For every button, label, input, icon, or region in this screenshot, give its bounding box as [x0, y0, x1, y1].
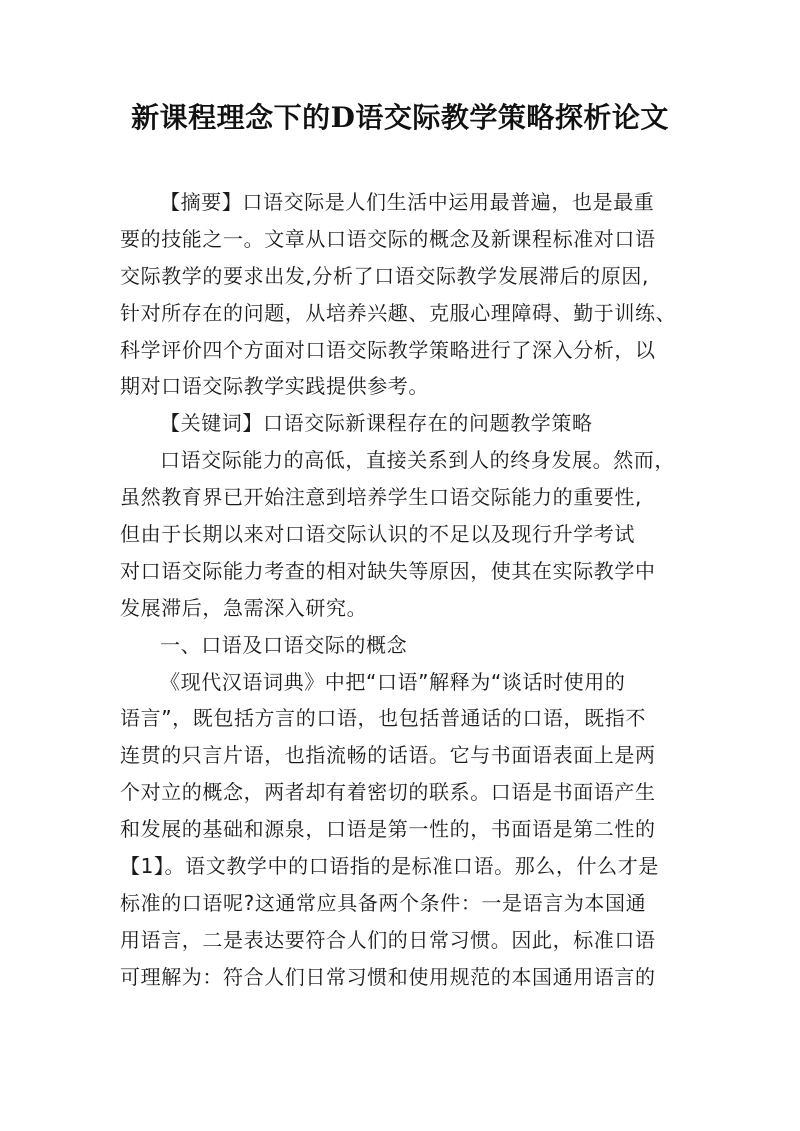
- paragraph-concept-line: 标准的口语呢?这通常应具备两个条件：一是语言为本国通: [120, 890, 647, 915]
- paragraph-abstract-line: 期对口语交际教学实践提供参考。: [120, 374, 429, 399]
- paragraph-concept-line: 个对立的概念，两者却有着密切的联系。口语是书面语产生: [120, 780, 656, 805]
- paragraph-concept-line: 【1】。语文教学中的口语指的是标准口语。那么，什么才是: [120, 854, 659, 879]
- document-title: 新课程理念下的D语交际教学策略探析论文: [131, 101, 669, 134]
- paragraph-concept-line: 用语言，二是表达要符合人们的日常习惯。因此，标准口语: [120, 927, 656, 952]
- section-heading: 一、口语及口语交际的概念: [160, 632, 408, 657]
- paragraph-intro-line: 对口语交际能力考查的相对缺失等原因，使其在实际教学中: [120, 558, 656, 583]
- keywords-line: 【关键词】口语交际新课程存在的问题教学策略: [160, 411, 593, 436]
- paragraph-abstract-line: 要的技能之一。文章从口语交际的概念及新课程标准对口语: [120, 226, 656, 251]
- paragraph-concept-line: 和发展的基础和源泉，口语是第一性的，书面语是第二性的: [120, 817, 656, 842]
- paragraph-intro-line: 口语交际能力的高低，直接关系到人的终身发展。然而，: [160, 448, 675, 473]
- paragraph-intro-line: 发展滞后，急需深入研究。: [120, 595, 368, 620]
- paragraph-concept-line: 语言”，既包括方言的口语，也包括普通话的口语，既指不: [120, 706, 646, 731]
- paragraph-intro-line: 虽然教育界已开始注意到培养学生口语交际能力的重要性,: [120, 485, 642, 510]
- paragraph-abstract-line: 针对所存在的问题，从培养兴趣、克服心理障碍、勤于训练、: [120, 300, 677, 325]
- paragraph-abstract-line: 【摘要】口语交际是人们生活中运用最普遍，也是最重: [160, 190, 655, 214]
- paragraph-abstract-line: 交际教学的要求出发,分析了口语交际教学发展滞后的原因,: [120, 263, 649, 288]
- paragraph-concept-line: 连贯的只言片语，也指流畅的话语。它与书面语表面上是两: [120, 743, 656, 768]
- paragraph-concept-line: 可理解为：符合人们日常习惯和使用规范的本国通用语言的: [120, 964, 656, 989]
- paragraph-concept-line: 《现代汉语词典》中把“口语”解释为“谈话时使用的: [160, 669, 626, 694]
- document-body: [120, 184, 680, 996]
- paragraph-abstract-line: 科学评价四个方面对口语交际教学策略进行了深入分析，以: [120, 337, 656, 362]
- paragraph-intro-line: 但由于长期以来对口语交际认识的不足以及现行升学考试: [120, 522, 635, 547]
